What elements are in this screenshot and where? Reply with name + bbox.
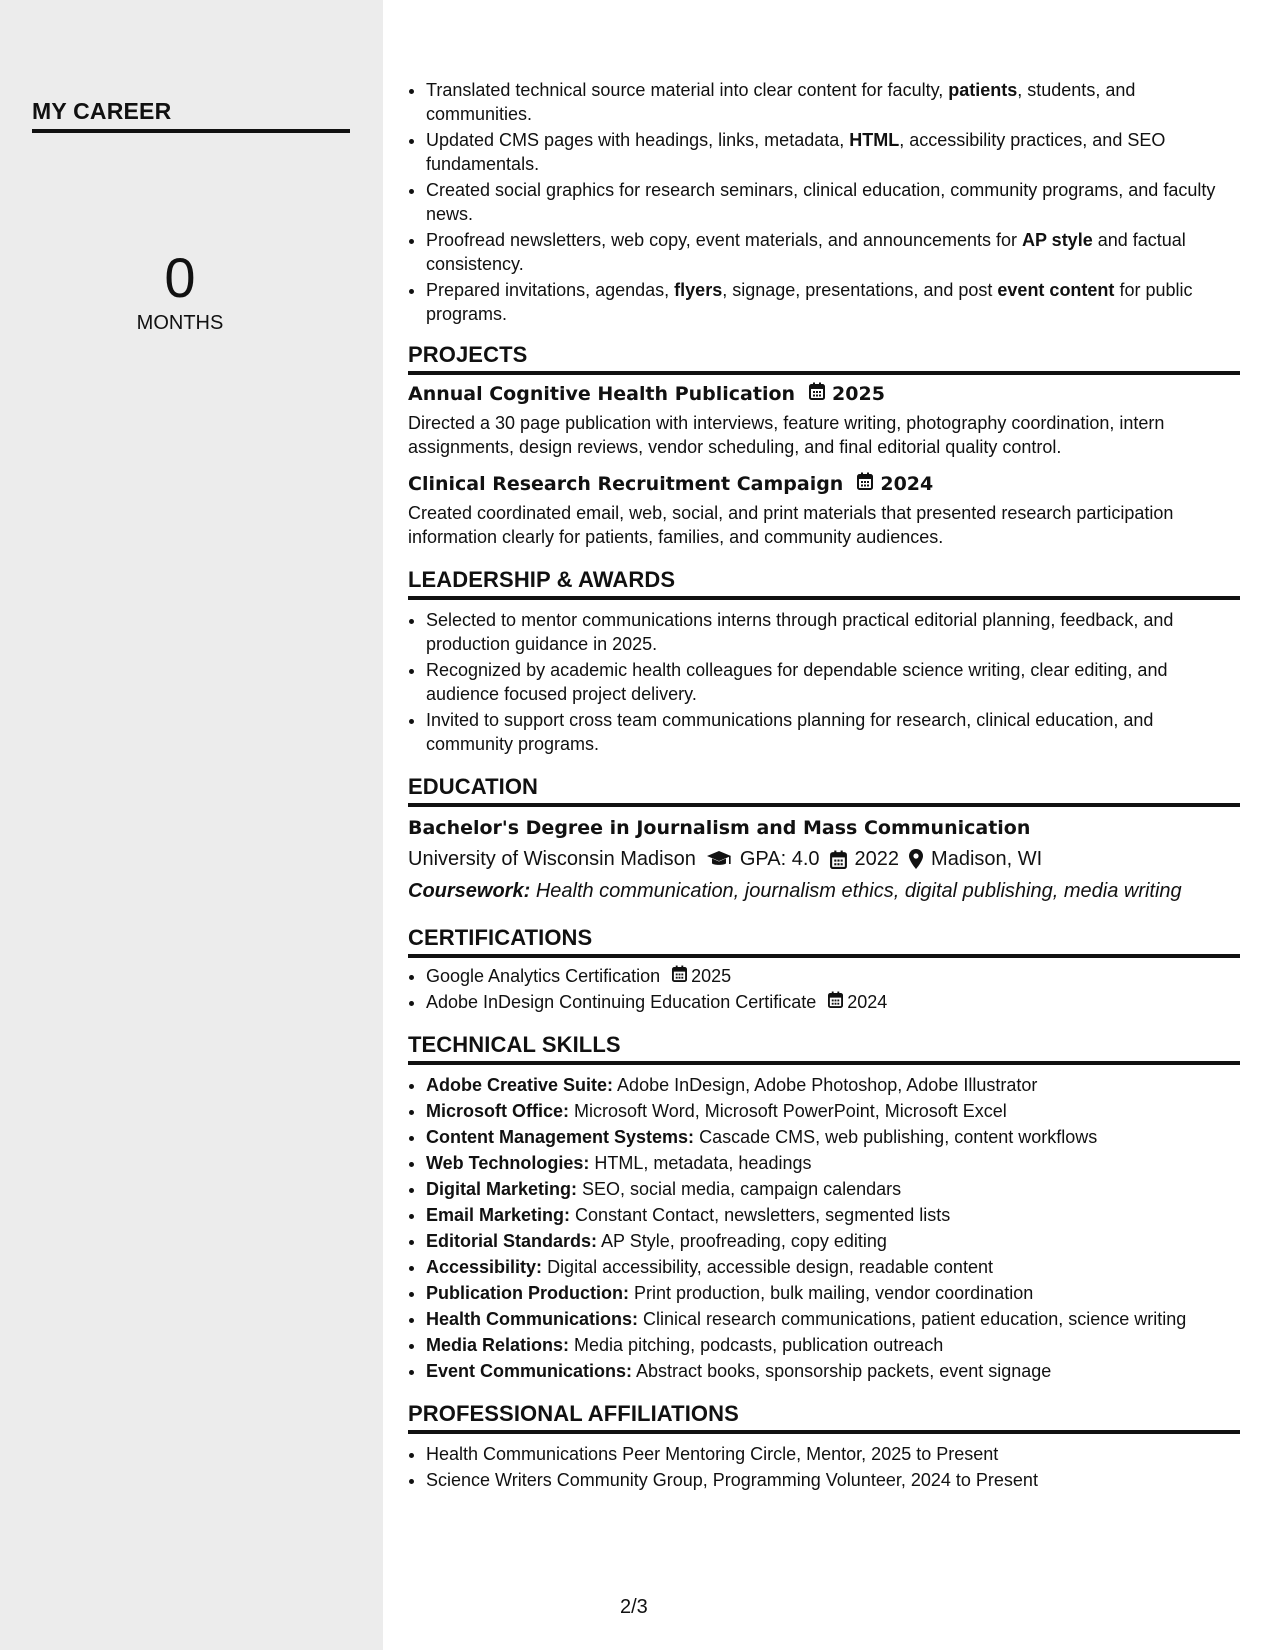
certification-list — [408, 964, 1240, 1014]
skill-category: Microsoft Office: — [426, 1101, 570, 1121]
project-item — [408, 471, 1240, 549]
bold-keyword: event content — [997, 280, 1115, 300]
list-item: • Recognized by academic health colleagues for dependable science writing, clear editing, and audience focused project delivery. — [426, 658, 1240, 706]
location-pin-icon — [909, 849, 923, 869]
skill-category: Media Relations: — [426, 1335, 570, 1355]
skill-item — [426, 1229, 1240, 1253]
bullet-text: for public programs. — [426, 280, 1193, 324]
skill-values: Microsoft Word, Microsoft PowerPoint, Microsoft Excel — [569, 1101, 1007, 1121]
project-item — [408, 381, 1240, 459]
skills-section — [408, 1032, 1240, 1383]
calendar-icon — [857, 471, 873, 497]
skill-item — [426, 1255, 1240, 1279]
project-title: Annual Cognitive Health Publication — [408, 383, 796, 405]
skill-values: Cascade CMS, web publishing, content workflows — [694, 1127, 1098, 1147]
sidebar-heading: MY CAREER — [32, 98, 350, 133]
skill-values: Print production, bulk mailing, vendor coordination — [629, 1283, 1034, 1303]
bold-keyword: HTML — [849, 130, 900, 150]
project-year: 2024 — [880, 473, 934, 495]
skill-values: Adobe InDesign, Adobe Photoshop, Adobe Illustrator — [613, 1075, 1038, 1095]
degree-title: Bachelor's Degree in Journalism and Mass Communication — [408, 817, 1031, 839]
gpa: GPA: 4.0 — [739, 848, 820, 870]
certification-year: 2025 — [691, 966, 732, 986]
certification-year: 2024 — [847, 992, 888, 1012]
sidebar — [0, 0, 383, 1650]
skill-item — [426, 1359, 1240, 1383]
skill-item — [426, 1203, 1240, 1227]
bold-keyword: AP style — [1022, 230, 1093, 250]
experience-bullet — [426, 278, 1240, 326]
experience-bullet — [426, 128, 1240, 176]
bullet-text: , students, and communities. — [426, 80, 1136, 124]
bullet-text: Created social graphics for research seminars, clinical education, community programs, and faculty news. — [426, 180, 1216, 224]
project-title: Clinical Research Recruitment Campaign — [408, 473, 844, 495]
list-item: • Invited to support cross team communications planning for research, clinical education, and community programs. — [426, 708, 1240, 756]
skill-values: SEO, social media, campaign calendars — [577, 1179, 902, 1199]
skill-category: Digital Marketing: — [426, 1179, 578, 1199]
skill-category: Email Marketing: — [426, 1205, 571, 1225]
certification-name: • Adobe InDesign Continuing Education Certificate — [426, 992, 817, 1012]
skill-values: Media pitching, podcasts, publication outreach — [569, 1335, 944, 1355]
skill-category: Accessibility: — [426, 1257, 543, 1277]
list-item — [426, 990, 1240, 1014]
section-heading-projects: PROJECTS — [408, 342, 1240, 375]
career-length-unit: MONTHS — [136, 312, 224, 334]
project-description: Directed a 30 page publication with interviews, feature writing, photography coordination, intern assignments, design reviews, vendor scheduling, and final editorial quality control. — [408, 413, 1165, 457]
skill-category: Adobe Creative Suite: — [426, 1075, 614, 1095]
skill-values: Clinical research communications, patient education, science writing — [638, 1309, 1187, 1329]
experience-bullet-list — [408, 78, 1240, 326]
leadership-section — [408, 567, 1240, 756]
coursework-list: Health communication, journalism ethics, digital publishing, media writing — [535, 880, 1182, 902]
project-description: Created coordinated email, web, social, and print materials that presented research participation information clearly for patients, families, and community audiences. — [408, 503, 1174, 547]
bullet-text: , accessibility practices, and SEO fundamentals. — [426, 130, 1166, 174]
bullet-text: and factual consistency. — [426, 230, 1186, 274]
projects-section — [408, 342, 1240, 549]
section-heading-affiliations: PROFESSIONAL AFFILIATIONS — [408, 1401, 1240, 1434]
education-section — [408, 774, 1240, 905]
coursework — [408, 877, 1240, 905]
skill-category: Health Communications: — [426, 1309, 639, 1329]
page-number: 2/3 — [620, 1596, 648, 1618]
list-item: • Science Writers Community Group, Programming Volunteer, 2024 to Present — [426, 1468, 1240, 1492]
skill-category: Publication Production: — [426, 1283, 629, 1303]
skill-item — [426, 1307, 1240, 1331]
skills-list — [408, 1073, 1240, 1383]
school-location: Madison, WI — [931, 848, 1043, 870]
certification-name: • Google Analytics Certification — [426, 966, 661, 986]
skill-category: Web Technologies: — [426, 1153, 590, 1173]
section-heading-technical-skills: TECHNICAL SKILLS — [408, 1032, 1240, 1065]
list-item — [426, 964, 1240, 988]
experience-bullet — [426, 78, 1240, 126]
skill-item — [426, 1073, 1240, 1097]
calendar-icon — [809, 381, 825, 407]
bold-keyword: flyers — [674, 280, 723, 300]
skill-category: Content Management Systems: — [426, 1127, 695, 1147]
bullet-text: Proofread newsletters, web copy, event materials, and announcements for — [426, 230, 1022, 250]
skill-item — [426, 1177, 1240, 1201]
skill-values: Constant Contact, newsletters, segmented lists — [570, 1205, 951, 1225]
main-content — [408, 0, 1240, 1494]
skill-item — [426, 1281, 1240, 1305]
bold-keyword: patients — [948, 80, 1018, 100]
skill-values: Abstract books, sponsorship packets, event signage — [632, 1361, 1052, 1381]
leadership-list — [408, 608, 1240, 756]
skill-item — [426, 1125, 1240, 1149]
graduation-cap-icon — [706, 850, 732, 868]
skill-values: AP Style, proofreading, copy editing — [597, 1231, 887, 1251]
bullet-text: Updated CMS pages with headings, links, metadata, — [426, 130, 850, 150]
experience-bullet — [426, 178, 1240, 226]
skill-item — [426, 1151, 1240, 1175]
section-heading-education: EDUCATION — [408, 774, 1240, 807]
skill-item — [426, 1099, 1240, 1123]
calendar-icon — [672, 964, 687, 988]
bullet-text: Prepared invitations, agendas, — [426, 280, 675, 300]
section-heading-leadership: LEADERSHIP & AWARDS — [408, 567, 1240, 600]
skill-item — [426, 1333, 1240, 1357]
bullet-text: , signage, presentations, and post — [722, 280, 998, 300]
skill-category: Editorial Standards: — [426, 1231, 598, 1251]
section-heading-certifications: CERTIFICATIONS — [408, 925, 1240, 958]
list-item: • Health Communications Peer Mentoring Circle, Mentor, 2025 to Present — [426, 1442, 1240, 1466]
calendar-icon — [830, 850, 847, 869]
skill-values: HTML, metadata, headings — [589, 1153, 812, 1173]
affiliation-list — [408, 1442, 1240, 1492]
career-length-value: 0 — [164, 246, 196, 309]
school-name: University of Wisconsin Madison — [408, 848, 696, 870]
coursework-label: Coursework: — [408, 880, 531, 902]
bullet-text: Translated technical source material into clear content for faculty, — [426, 80, 949, 100]
experience-bullet — [426, 228, 1240, 276]
skill-category: Event Communications: — [426, 1361, 633, 1381]
affiliations-section — [408, 1401, 1240, 1492]
project-year: 2025 — [832, 383, 885, 405]
skill-values: Digital accessibility, accessible design, readable content — [542, 1257, 993, 1277]
graduation-year: 2022 — [854, 848, 900, 870]
list-item: • Selected to mentor communications interns through practical editorial planning, feedback, and production guidance in 2025. — [426, 608, 1240, 656]
certifications-section — [408, 925, 1240, 1014]
calendar-icon — [828, 990, 843, 1014]
